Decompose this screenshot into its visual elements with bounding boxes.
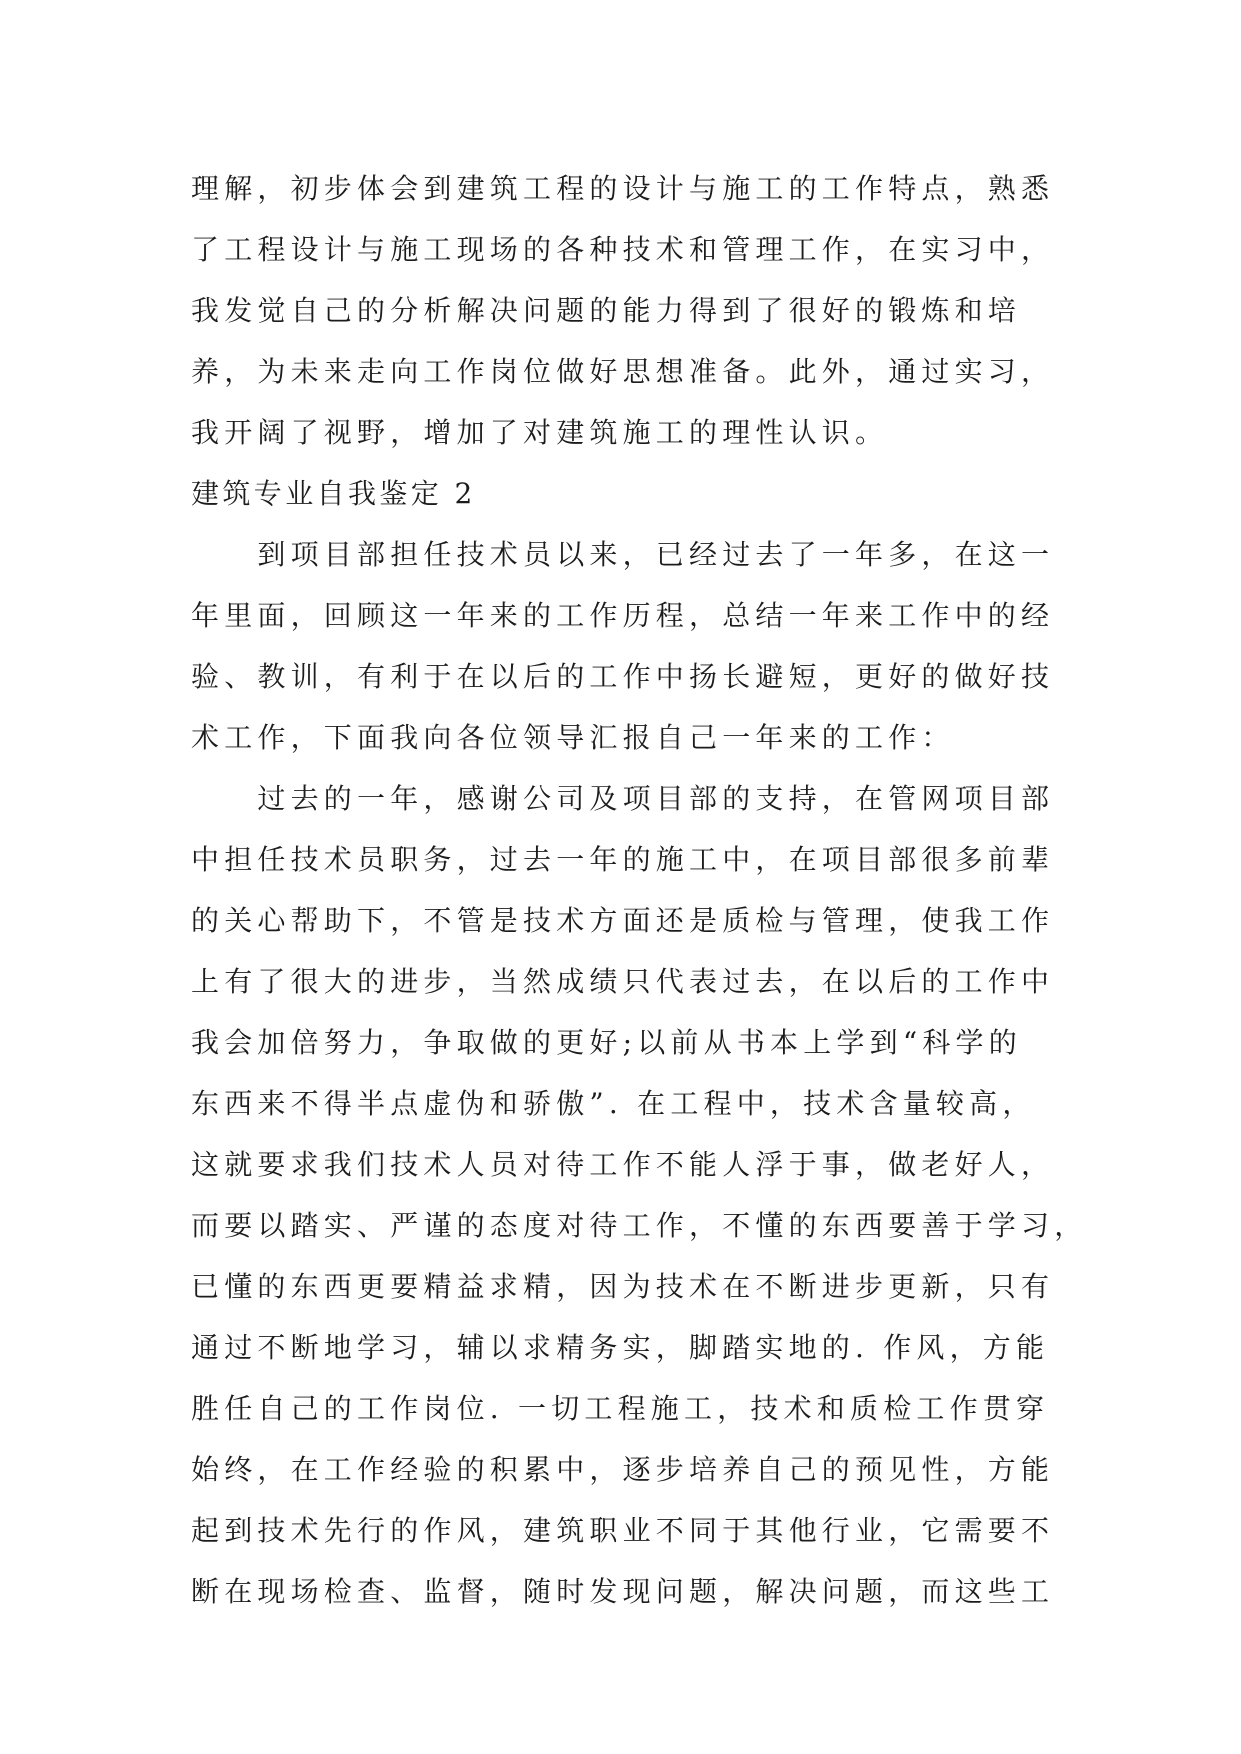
text-line: 断在现场检查、监督，随时发现问题，解决问题，而这些工 [191,1575,1055,1608]
text-line: 到项目部担任技术员以来，已经过去了一年多，在这一 [191,538,1055,571]
text-line: 上有了很大的进步，当然成绩只代表过去，在以后的工作中 [191,965,1055,998]
text-line: 的关心帮助下，不管是技术方面还是质检与管理，使我工作 [191,904,1055,937]
text-line: 了工程设计与施工现场的各种技术和管理工作，在实习中， [191,233,1055,266]
text-line: 中担任技术员职务，过去一年的施工中，在项目部很多前辈 [191,843,1055,876]
section-heading: 建筑专业自我鉴定 2 [191,477,476,510]
text-line: 已懂的东西更要精益求精，因为技术在不断进步更新，只有 [191,1270,1055,1303]
text-line: 起到技术先行的作风，建筑职业不同于其他行业，它需要不 [191,1514,1055,1547]
text-line: 养，为未来走向工作岗位做好思想准备。此外，通过实习， [191,355,1055,388]
text-line: 年里面，回顾这一年来的工作历程，总结一年来工作中的经 [191,599,1055,632]
text-line: 过去的一年，感谢公司及项目部的支持，在管网项目部 [191,782,1055,815]
text-line: 而要以踏实、严谨的态度对待工作，不懂的东西要善于学习， [191,1209,1088,1242]
text-line: 始终，在工作经验的积累中，逐步培养自己的预见性，方能 [191,1453,1055,1486]
text-line: 理解，初步体会到建筑工程的设计与施工的工作特点，熟悉 [191,172,1055,205]
text-line: 术工作，下面我向各位领导汇报自己一年来的工作： [191,721,955,754]
text-line: 通过不断地学习，辅以求精务实，脚踏实地的. 作风，方能 [191,1331,1050,1364]
body-text [191,158,1088,1622]
text-line: 验、教训，有利于在以后的工作中扬长避短，更好的做好技 [191,660,1055,693]
text-line: 我发觉自己的分析解决问题的能力得到了很好的锻炼和培 [191,294,1022,327]
text-line: 东西来不得半点虚伪和骄傲”. 在工程中，技术含量较高， [191,1087,1036,1120]
text-line: 我开阔了视野，增加了对建筑施工的理性认识。 [191,416,889,449]
text-line: 这就要求我们技术人员对待工作不能人浮于事，做老好人， [191,1148,1055,1181]
text-line: 胜任自己的工作岗位. 一切工程施工，技术和质检工作贯穿 [191,1392,1050,1425]
text-line: 我会加倍努力，争取做的更好;以前从书本上学到“科学的 [191,1026,1022,1059]
